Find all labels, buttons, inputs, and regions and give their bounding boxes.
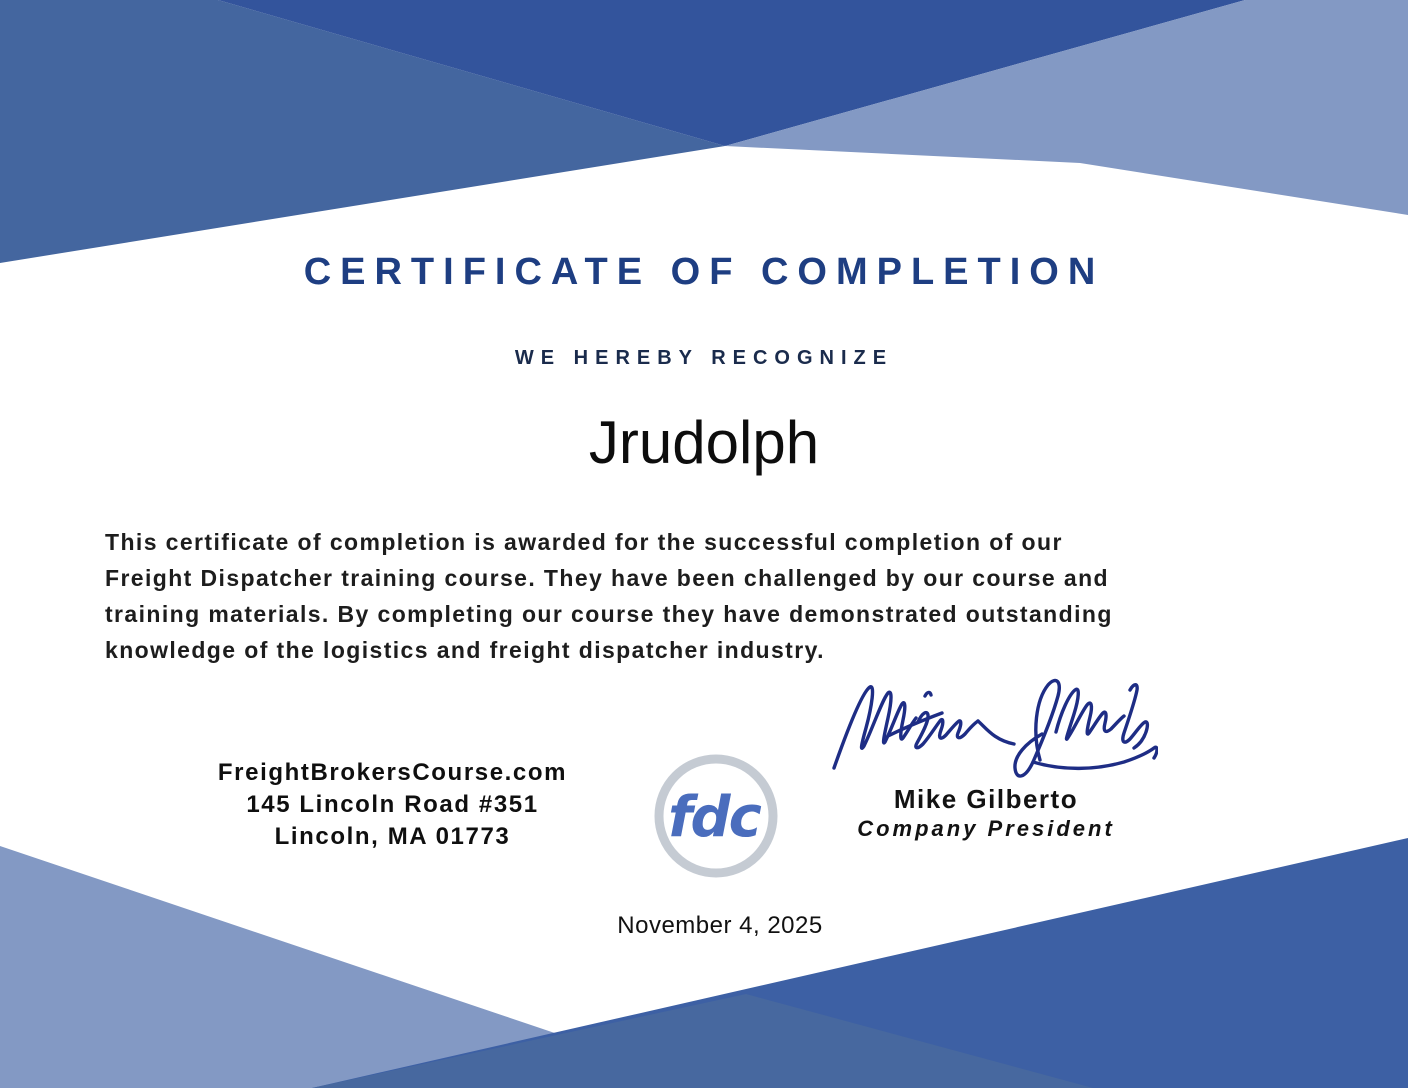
certificate-body [105,524,1345,668]
signature-stroke [1033,747,1157,768]
recipient-name: Jrudolph [588,409,820,476]
address-line-1: 145 Lincoln Road #351 [246,791,539,818]
body-line: Freight Dispatcher training course. They have been challenged by our course and [105,565,1109,591]
body-line: training materials. By completing our course they have demonstrated outstanding [105,601,1113,627]
certificate-title: CERTIFICATE OF COMPLETION [303,251,1105,293]
fdc-logo [652,752,780,880]
signer-title: Company President [857,816,1115,841]
signature-stroke [1056,689,1124,739]
body-line: knowledge of the logistics and freight dispatcher industry. [105,637,825,663]
signer-name: Mike Gilberto [893,784,1079,814]
signature-stroke [925,692,931,696]
recognize-label: WE HEREBY RECOGNIZE [514,347,894,369]
address-line-2: Lincoln, MA 01773 [274,823,511,850]
issue-date: November 4, 2025 [617,912,823,939]
logo-text: fdc [668,785,760,850]
organization-address [105,757,680,853]
body-line: This certificate of completion is awarded for the successful completion of our [105,529,1063,555]
signature-image [828,670,1158,784]
organization-website: FreightBrokersCourse.com [217,759,568,786]
signature-stroke [1123,685,1148,748]
signature-stroke [978,721,1014,744]
